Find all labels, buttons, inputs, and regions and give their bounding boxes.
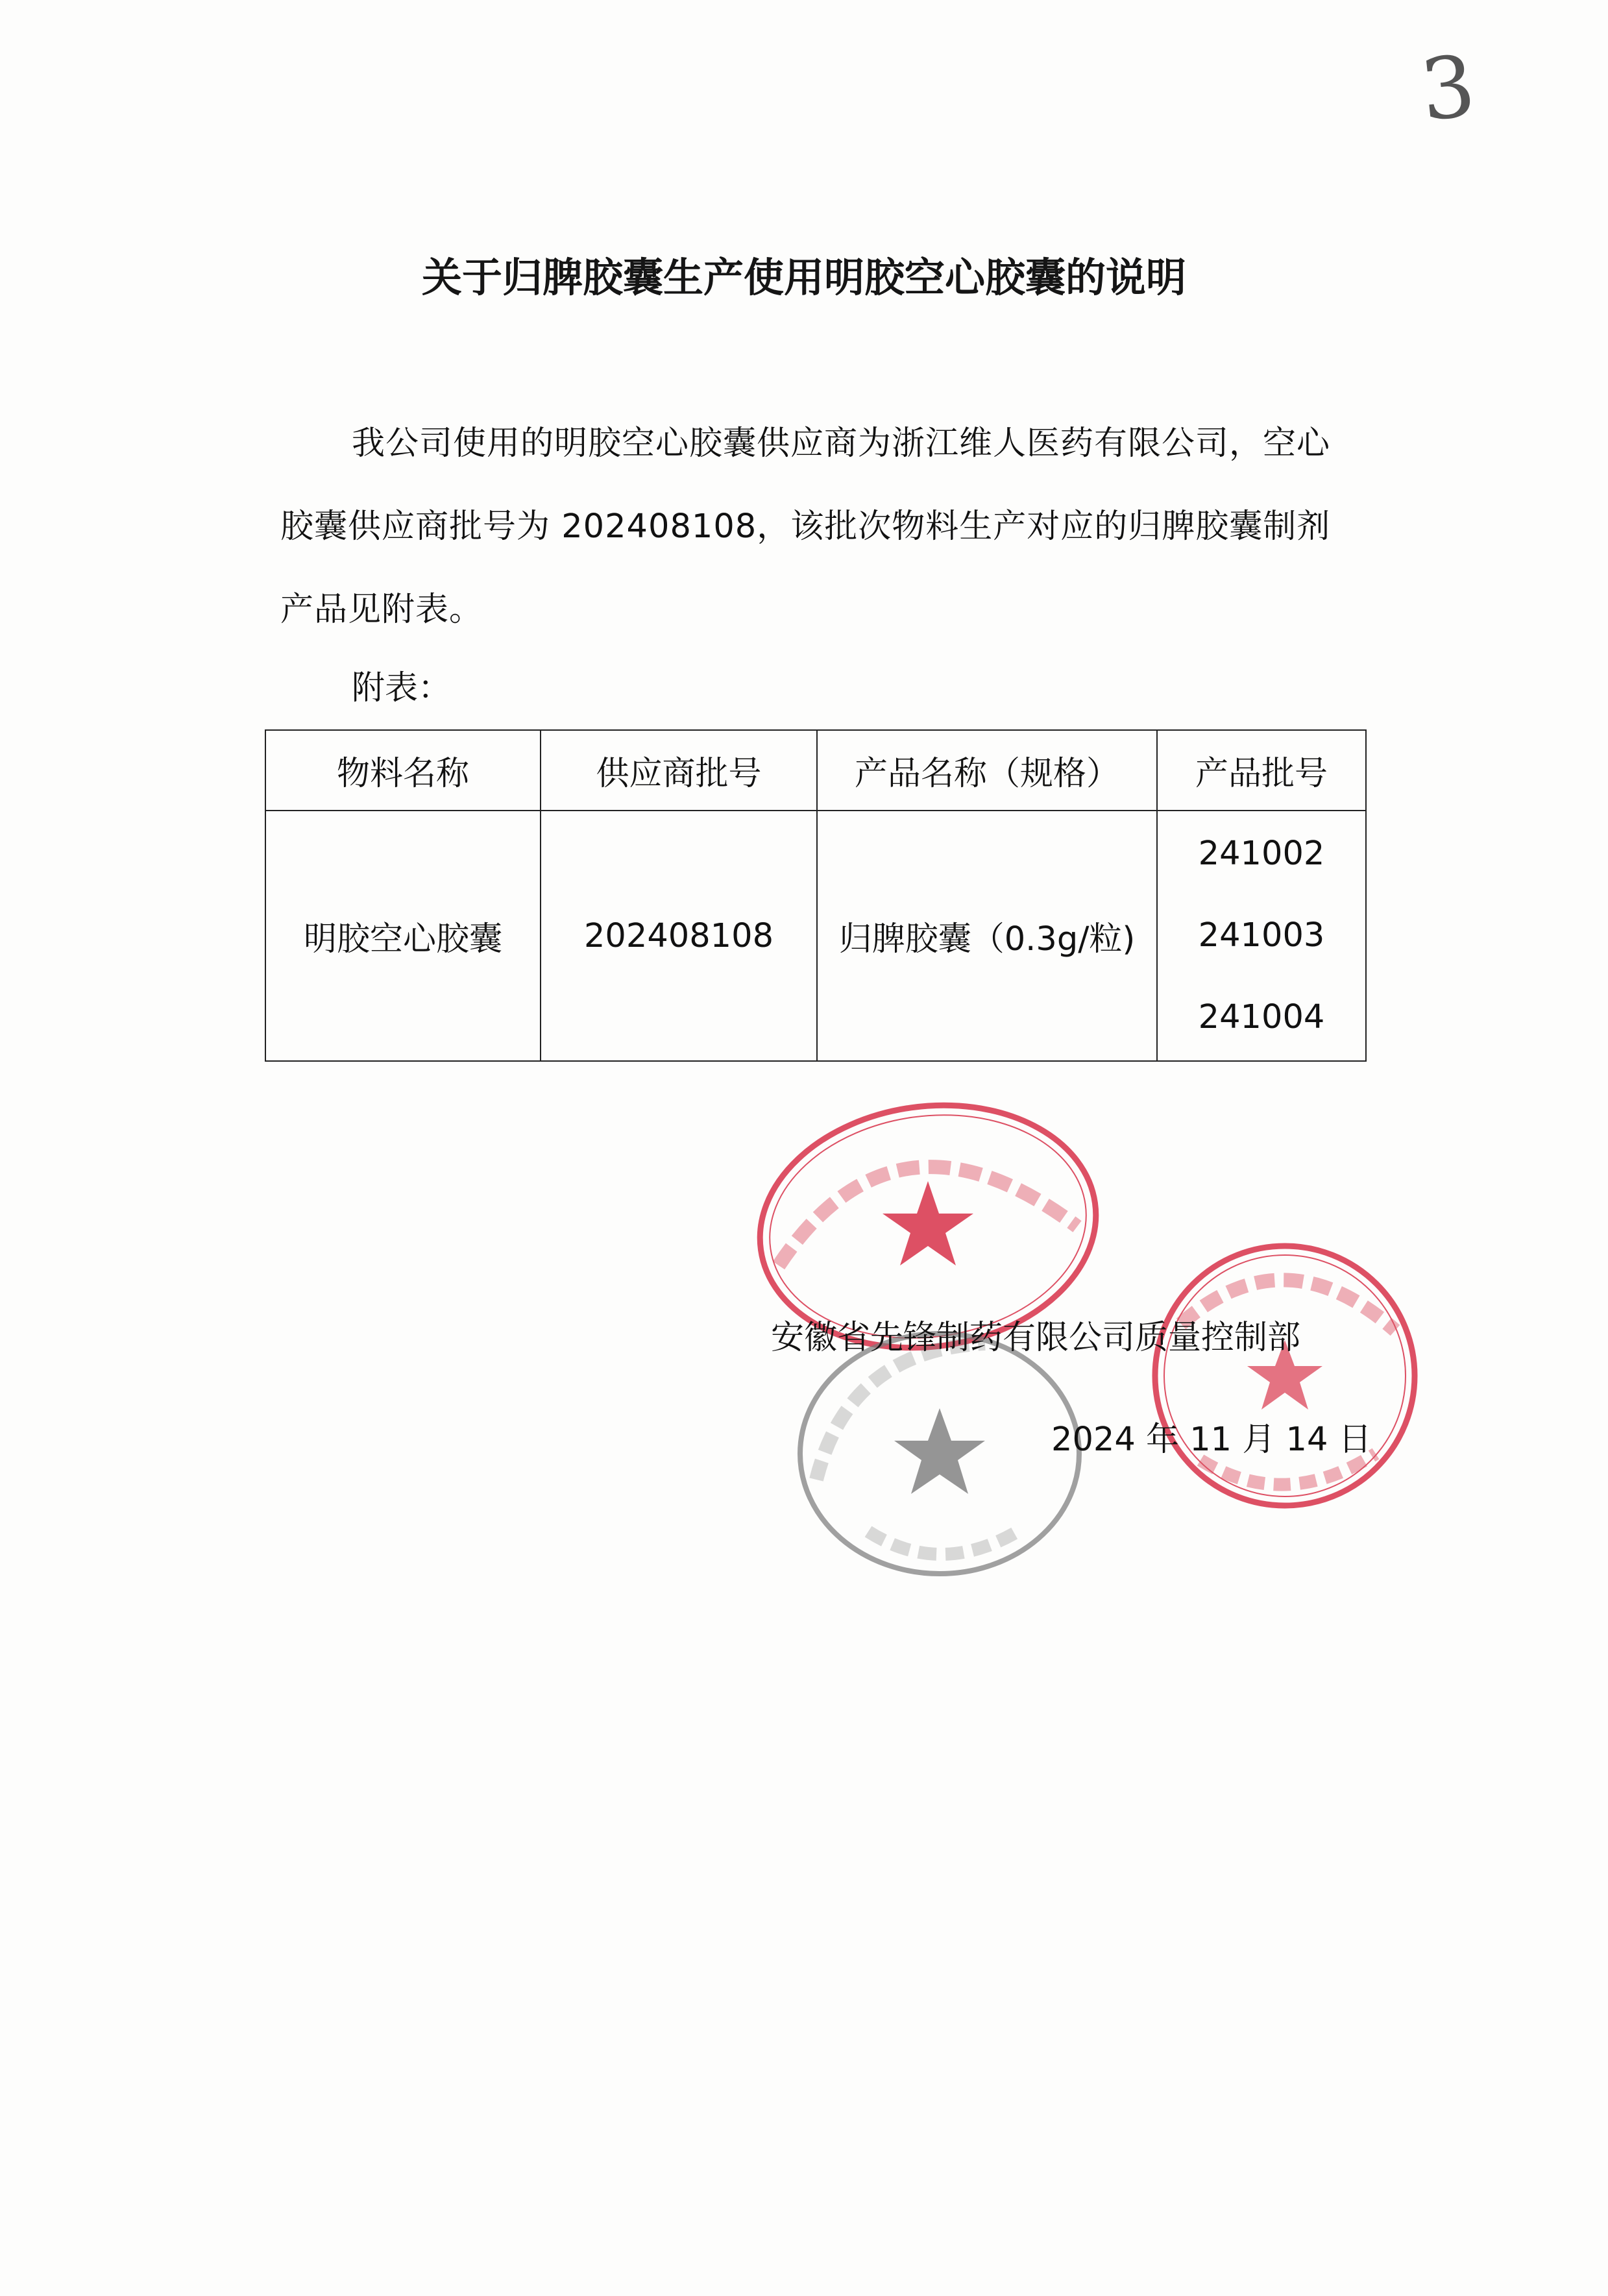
gray-round-stamp	[790, 1324, 1089, 1583]
star-icon	[883, 1181, 973, 1265]
red-round-stamp	[1142, 1227, 1428, 1525]
header-material: 物料名称	[265, 730, 541, 811]
table-header-row	[265, 730, 1366, 811]
table-row	[265, 811, 1366, 1061]
header-product: 产品名称（规格）	[817, 730, 1157, 811]
document-title: 关于归脾胶囊生产使用明胶空心胶囊的说明	[421, 254, 1186, 301]
attachment-table	[265, 729, 1367, 1062]
issuing-department: 安徽省先锋制药有限公司质量控制部	[771, 1319, 1301, 1357]
product-batch-1: 241002	[1198, 835, 1325, 873]
product-batch-3: 241004	[1198, 998, 1325, 1036]
handwritten-page-number: 3	[1416, 36, 1480, 140]
header-product-batch: 产品批号	[1157, 730, 1366, 811]
product-batch-2: 241003	[1198, 916, 1325, 955]
cell-material: 明胶空心胶囊	[265, 811, 541, 1061]
issue-date: 2024 年 11 月 14 日	[1051, 1421, 1372, 1459]
star-icon	[894, 1408, 985, 1494]
cell-product: 归脾胶囊（0.3g/粒)	[817, 811, 1157, 1061]
header-supplier-batch: 供应商批号	[541, 730, 817, 811]
cell-supplier-batch: 202408108	[541, 811, 817, 1061]
body-paragraph: 我公司使用的明胶空心胶囊供应商为浙江维人医药有限公司，空心胶囊供应商批号为 202408108，该批次物料生产对应的归脾胶囊制剂产品见附表。	[280, 424, 1331, 629]
attachment-label: 附表：	[352, 669, 452, 707]
cell-product-batches	[1157, 811, 1366, 1061]
